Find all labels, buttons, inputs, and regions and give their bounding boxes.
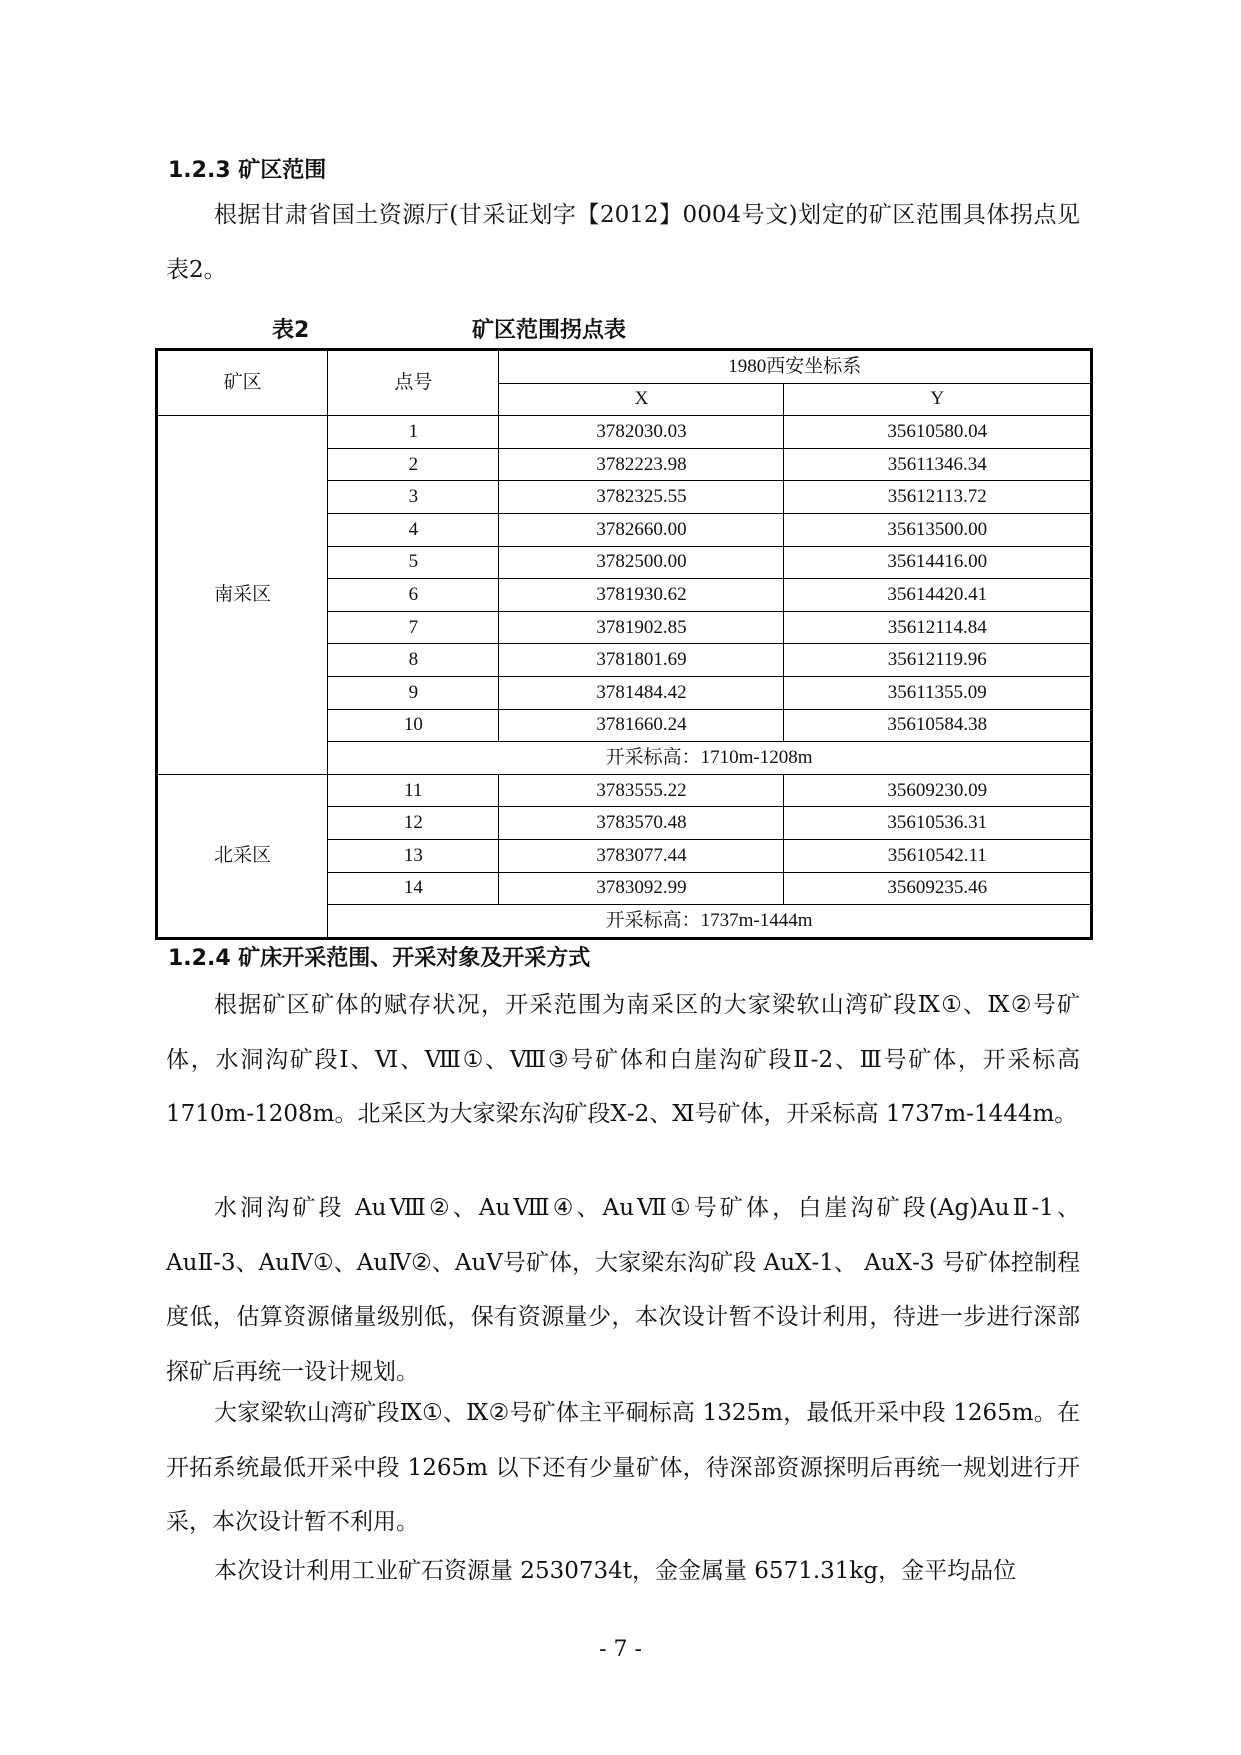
area-north: 北采区 <box>157 774 328 938</box>
header-x: X <box>499 383 784 416</box>
y-value: 35614416.00 <box>784 546 1092 579</box>
x-value: 3781801.69 <box>499 644 784 677</box>
x-value: 3781902.85 <box>499 611 784 644</box>
point-number: 7 <box>328 611 499 644</box>
y-value: 35609235.46 <box>784 872 1092 905</box>
x-value: 3782325.55 <box>499 481 784 514</box>
y-value: 35610580.04 <box>784 416 1092 449</box>
y-value: 35612113.72 <box>784 481 1092 514</box>
point-number: 2 <box>328 448 499 481</box>
y-value: 35610536.31 <box>784 807 1092 840</box>
section-1-2-4-paragraph-1: 根据矿区矿体的赋存状况，开采范围为南采区的大家梁软山湾矿段Ⅸ①、Ⅸ②号矿体，水洞沟矿段Ⅰ、Ⅵ、Ⅷ①、Ⅷ③号矿体和白崖沟矿段Ⅱ-2、Ⅲ号矿体，开采标高 1710m-1208m。北采区为大家梁东沟矿段Ⅹ-2、Ⅺ号矿体，开采标高 1737m-1444m。 <box>166 992 1080 1127</box>
point-number: 6 <box>328 579 499 612</box>
point-number: 14 <box>328 872 499 905</box>
point-number: 13 <box>328 839 499 872</box>
header-y: Y <box>784 383 1092 416</box>
x-value: 3783570.48 <box>499 807 784 840</box>
y-value: 35610542.11 <box>784 839 1092 872</box>
x-value: 3782500.00 <box>499 546 784 579</box>
x-value: 3782223.98 <box>499 448 784 481</box>
x-value: 3782030.03 <box>499 416 784 449</box>
x-value: 3783077.44 <box>499 839 784 872</box>
x-value: 3781930.62 <box>499 579 784 612</box>
south-elevation: 开采标高：1710m-1208m <box>328 742 1092 775</box>
point-number: 11 <box>328 774 499 807</box>
y-value: 35609230.09 <box>784 774 1092 807</box>
table-caption-number: 表2 <box>272 318 310 343</box>
area-south: 南采区 <box>157 416 328 775</box>
y-value: 35613500.00 <box>784 513 1092 546</box>
point-number: 8 <box>328 644 499 677</box>
x-value: 3783092.99 <box>499 872 784 905</box>
y-value: 35611346.34 <box>784 448 1092 481</box>
y-value: 35612114.84 <box>784 611 1092 644</box>
header-coordinate-system: 1980西安坐标系 <box>499 350 1092 384</box>
header-area: 矿区 <box>157 350 328 416</box>
table-row <box>157 774 1092 807</box>
y-value: 35610584.38 <box>784 709 1092 742</box>
section-1-2-3-paragraph: 根据甘肃省国土资源厅(甘采证划字【2012】0004号文)划定的矿区范围具体拐点见表2。 <box>166 202 1080 283</box>
header-point: 点号 <box>328 350 499 416</box>
coordinates-table <box>155 348 1093 940</box>
north-elevation: 开采标高：1737m-1444m <box>328 905 1092 939</box>
x-value: 3781660.24 <box>499 709 784 742</box>
section-heading-1-2-4: 1.2.4 矿床开采范围、开采对象及开采方式 <box>168 946 591 971</box>
y-value: 35614420.41 <box>784 579 1092 612</box>
section-1-2-4-paragraph-3: 大家梁软山湾矿段Ⅸ①、Ⅸ②号矿体主平硐标高 1325m，最低开采中段 1265m。在开拓系统最低开采中段 1265m 以下还有少量矿体，待深部资源探明后再统一规划进行开采，本次设计暂不利用。 <box>166 1400 1080 1535</box>
y-value: 35611355.09 <box>784 676 1092 709</box>
table-row <box>157 416 1092 449</box>
x-value: 3781484.42 <box>499 676 784 709</box>
page-number: - 7 - <box>599 1637 642 1662</box>
table-header-row <box>157 350 1092 384</box>
section-1-2-4-paragraph-4: 本次设计利用工业矿石资源量 2530734t，金金属量 6571.31kg，金平均品位 <box>214 1558 1017 1584</box>
section-1-2-4-paragraph-2: 水洞沟矿段 AuⅧ②、AuⅧ④、AuⅦ①号矿体，白崖沟矿段(Ag)AuⅡ-1、AuⅡ-3、AuⅣ①、AuⅣ②、AuⅤ号矿体，大家梁东沟矿段 AuⅩ-1、 AuⅩ-3 号矿体控制程度低，估算资源储量级别低，保有资源量少，本次设计暂不设计利用，待进一步进行深部探矿后再统一设计规划。 <box>166 1195 1080 1385</box>
x-value: 3782660.00 <box>499 513 784 546</box>
point-number: 5 <box>328 546 499 579</box>
section-heading-1-2-3: 1.2.3 矿区范围 <box>168 158 327 183</box>
point-number: 10 <box>328 709 499 742</box>
point-number: 3 <box>328 481 499 514</box>
point-number: 4 <box>328 513 499 546</box>
table-caption-title: 矿区范围拐点表 <box>472 318 627 343</box>
point-number: 1 <box>328 416 499 449</box>
point-number: 12 <box>328 807 499 840</box>
point-number: 9 <box>328 676 499 709</box>
y-value: 35612119.96 <box>784 644 1092 677</box>
x-value: 3783555.22 <box>499 774 784 807</box>
